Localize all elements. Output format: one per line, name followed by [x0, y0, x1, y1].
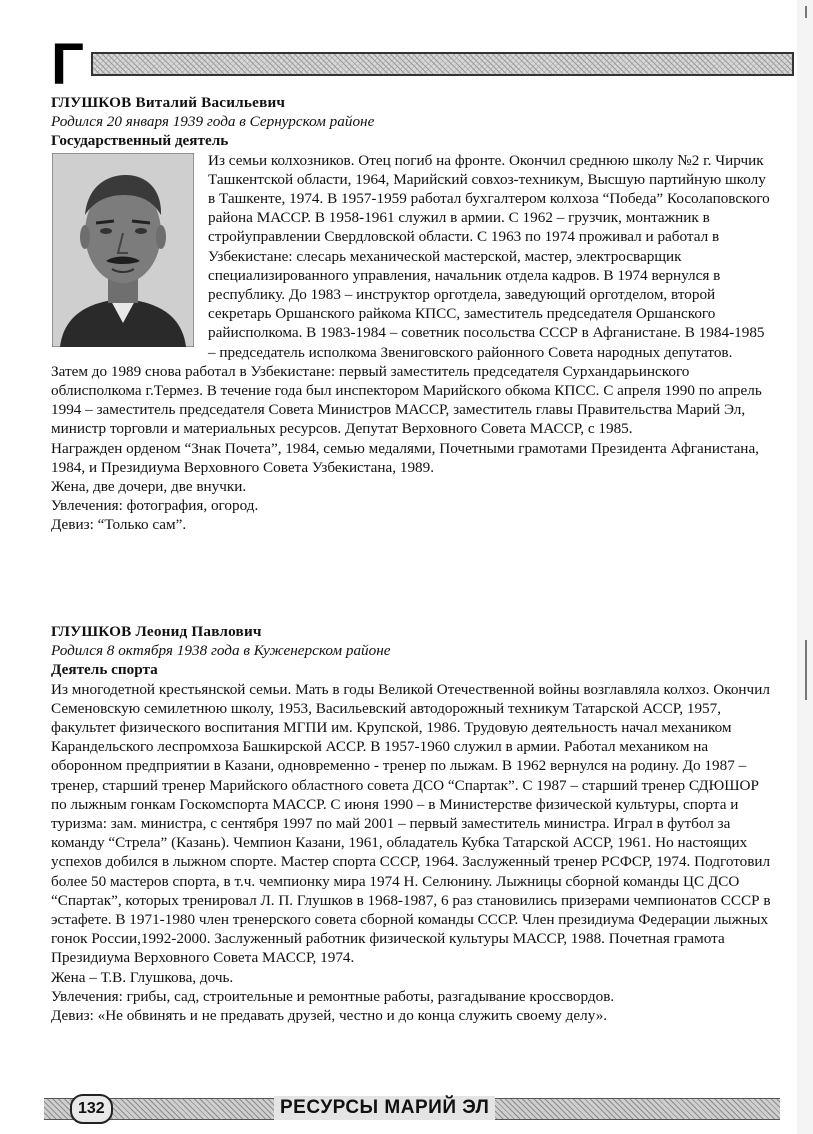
- biography-paragraph: Из семьи колхозников. Отец погиб на фронте. Окончил среднюю школу №2 г. Чирчик Ташкентской области, 1964, Марийский совхоз-техникум, Высшую партийную школу в Ташкенте, 1974. В 1957-1959 работал бухгалтером колхоза “Победа” Косолаповского района МАССР. В 1958-1961 служил в армии. С 1962 – грузчик, монтажник в стройуправлении Свердловской области. С 1963 по 1974 проживал и работал в Узбекистане: слесарь механической мастерской, мастер, электросварщик специализированного управления, начальник отдела кадров. В 1974 вернулся в республику. До 1983 – инструктор орготдела, заведующий орготделом, второй секретарь Оршанского райкома КПСС, заместитель председателя Оршанского райисполкома. В 1983-1984 – советник посольства СССР в Афганистане. В 1984-1985 – председатель исполкома Звениговского районного Совета народных депутатов. Затем до 1989 снова работал в Узбекистане: первый заместитель председателя Сурхандарьинского облисполкома г.Термез. В течение года был инспектором Марийского обкома КПСС. С апреля 1990 по апрель 1994 – заместитель председателя Совета Министров МАССР, заместитель главы Правительства Марий Эл, министр торговли и материальных ресурсов. Депутат Верховного Совета МАССР, с 1985.: [51, 151, 770, 438]
- page-number: 132: [70, 1094, 113, 1124]
- awards-paragraph: Награжден орденом “Знак Почета”, 1984, семью медалями, Почетными грамотами Президента Афганистана, 1984, и Президиума Верховного Совета Узбекистана, 1989.: [51, 439, 759, 476]
- family-paragraph: Жена – Т.В. Глушкова, дочь.: [51, 968, 234, 986]
- portrait-photo: [52, 153, 194, 347]
- entry-role: Государственный деятель: [51, 132, 229, 150]
- entry-role: Деятель спорта: [51, 661, 158, 679]
- section-header: [51, 32, 794, 97]
- entry-birth: Родился 20 января 1939 года в Сернурском районе: [51, 113, 375, 131]
- family-paragraph: Жена, две дочери, две внучки.: [51, 478, 247, 496]
- page-edge-shadow: [797, 0, 813, 1134]
- section-letter: Г: [51, 32, 84, 97]
- page-footer: [44, 1094, 780, 1122]
- motto-paragraph: Девиз: “Только сам”.: [51, 516, 187, 534]
- hobbies-paragraph: Увлечения: фотография, огород.: [51, 497, 259, 515]
- biography-paragraph: Из многодетной крестьянской семьи. Мать в годы Великой Отечественной войны возглавляла колхоз. Окончил Семеновскую семилетнюю школу, 1953, Васильевский автодорожный техникум Татарской АССР, 1957, факультет физического воспитания МГПИ им. Крупской, 1986. Трудовую деятельность начал механиком Карандельского леспромхоза Башкирской АССР. В 1957-1960 служил в армии. Работал механиком на оборонном предприятии в Казани, одновременно - тренер по лыжам. В 1962 вернулся на родину. До 1987 – тренер, старший тренер Марийского областного совета ДСО “Спартак”. С 1987 – старший тренер СДЮШОР по лыжным гонкам Госкомспорта МАССР. С июня 1990 – в Министерстве физической культуры, спорта и туризма: зам. министра, с сентября 1997 по май 2001 – первый заместитель министра. Играл в футбол за команду “Стрела” (Казань). Чемпион Казани, 1961, обладатель Кубка Татарской АССР, 1961. Но настоящих успехов добился в лыжном спорте. Мастер спорта СССР, 1964. Заслуженный тренер РСФСР, 1974. Подготовил более 50 мастеров спорта, в т.ч. чемпионку мира 1974 Н. Селюнину. Лыжницы сборной команды ЦС ДСО “Спартак”, которых тренировал Л. П. Глушков в 1968-1987, 6 раз становились призерами чемпионатов СССР в эстафете. В 1971-1980 член тренерского совета сборной команды СССР. Член президиума Федерации лыжных гонок России,1992-2000. Заслуженный работник физической культуры МАССР, 1988. Почетная грамота Президиума Верховного Совета МАССР, 1974.: [51, 680, 771, 967]
- entry-name: ГЛУШКОВ Леонид Павлович: [51, 623, 262, 640]
- portrait-image: [52, 153, 194, 347]
- section-header-bar: [91, 52, 794, 76]
- publication-title: РЕСУРСЫ МАРИЙ ЭЛ: [274, 1096, 495, 1120]
- entry-2: [51, 622, 773, 1025]
- edge-mark: [805, 6, 807, 18]
- entry-birth: Родился 8 октября 1938 года в Куженерском районе: [51, 642, 391, 660]
- hobbies-paragraph: Увлечения: грибы, сад, строительные и ремонтные работы, разгадывание кроссвордов.: [51, 987, 615, 1005]
- entry-name: ГЛУШКОВ Виталий Васильевич: [51, 94, 286, 111]
- entry-1: [51, 93, 773, 535]
- motto-paragraph: Девиз: «Не обвинять и не предавать друзей, честно и до конца служить своему делу».: [51, 1007, 608, 1025]
- edge-mark: [805, 640, 807, 700]
